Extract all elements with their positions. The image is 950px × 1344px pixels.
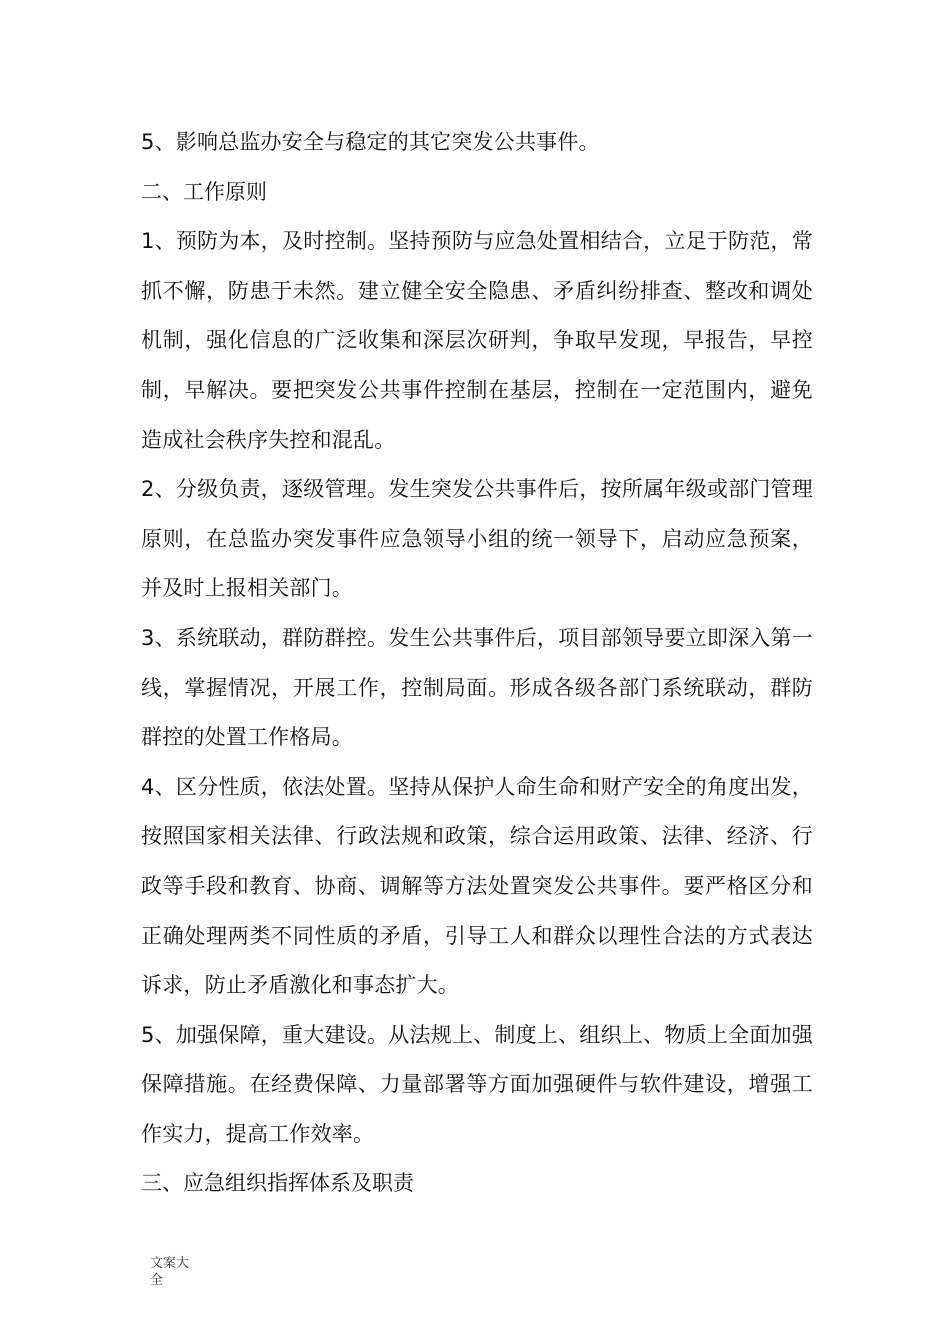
paragraph-principle-2: 2、分级负责，逐级管理。发生突发公共事件后，按所属年级或部门管理原则，在总监办突发事件应急领导小组的统一领导下，启动应急预案，并及时上报相关部门。 [141, 477, 813, 601]
paragraph-principle-5: 5、加强保障，重大建设。从法规上、制度上、组织上、物质上全面加强保障措施。在经费保障、力量部署等方面加强硬件与软件建设，增强工作实力，提高工作效率。 [141, 1022, 813, 1146]
paragraph-principle-1: 1、预防为本，及时控制。坚持预防与应急处置相结合，立足于防范，常抓不懈，防患于未然。建立健全安全隐患、矛盾纠纷排查、整改和调处机制，强化信息的广泛收集和深层次研判，争取早发现，早报告，早控制，早解决。要把突发公共事件控制在基层，控制在一定范围内，避免造成社会秩序失控和混乱。 [141, 229, 813, 452]
section-heading-work-principles: 二、工作原则 [141, 179, 267, 204]
section-heading-command-system: 三、应急组织指挥体系及职责 [141, 1171, 414, 1196]
paragraph-item-5-scope: 5、影响总监办安全与稳定的其它突发公共事件。 [141, 130, 600, 154]
document-body [141, 118, 813, 1209]
paragraph-principle-3: 3、系统联动，群防群控。发生公共事件后，项目部领导要立即深入第一线，掌握情况，开展工作，控制局面。形成各级各部门系统联动，群防群控的处置工作格局。 [141, 625, 813, 750]
footer-note: 文案大全 [150, 1256, 190, 1288]
paragraph-principle-4: 4、区分性质，依法处置。坚持从保护人命生命和财产安全的角度出发，按照国家相关法律、行政法规和政策，综合运用政策、法律、经济、行政等手段和教育、协商、调解等方法处置突发公共事件。要严格区分和正确处理两类不同性质的矛盾，引导工人和群众以理性合法的方式表达诉求，防止矛盾激化和事态扩大。 [141, 774, 813, 998]
